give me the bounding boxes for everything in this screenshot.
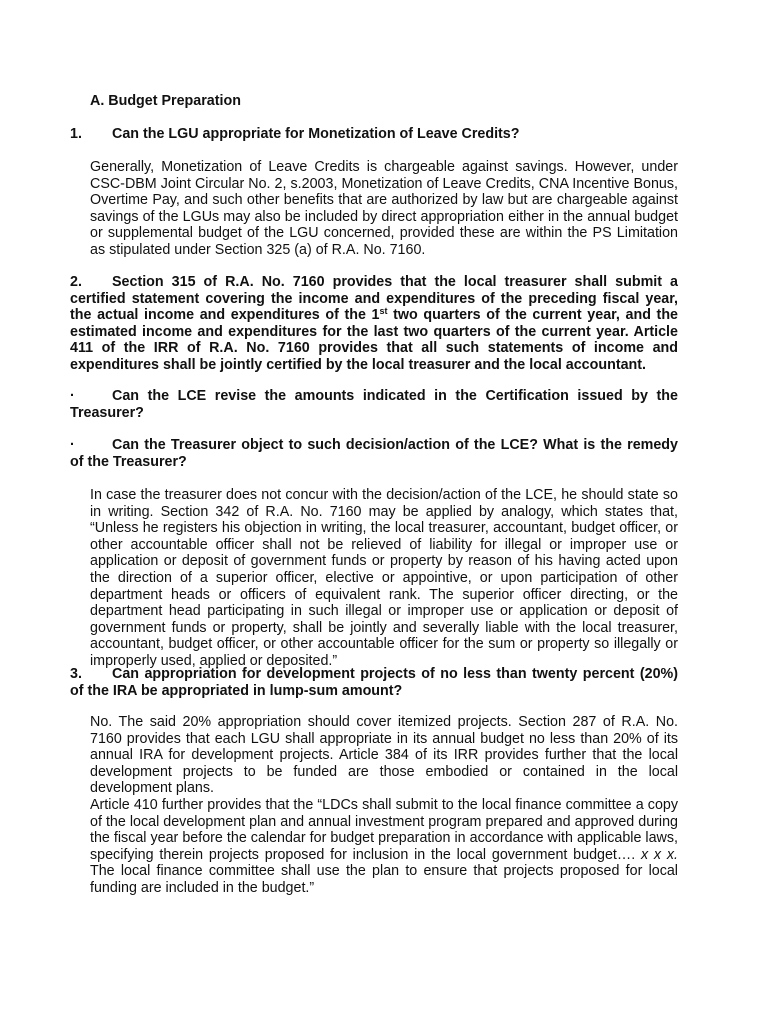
question-3-text: Can appropriation for development projects of no less than twenty percent (20%) of the IRA be appropriated in lump-sum amount?: [70, 666, 678, 699]
article-410-italic: x x x.: [640, 846, 678, 863]
answer-1-paragraph: Generally, Monetization of Leave Credits is chargeable against savings. However, under CSC-DBM Joint Circular No. 2, s.2003, Monetization of Leave Credits, CNA Incentive Bonus, Overtime Pay, and such other benefits that are authorized by law but are chargeable against savings of the LGUs may also be included by direct appropriation either in the annual budget or supplemental budget of the LGU concerned, provided these are within the PS Limitation as stipulated under Section 325 (a) of R.A. No. 7160.: [90, 159, 678, 258]
superscript-st: st: [379, 306, 388, 317]
bullet-question-1-text: Can the LCE revise the amounts indicated in the Certification issued by the Treasurer?: [70, 388, 678, 421]
answer-3-paragraph: No. The said 20% appropriation should cover itemized projects. Section 287 of R.A. No. 7160 provides that each LGU shall appropriate in its annual budget no less than 20% of its annual IRA for development projects. Article 384 of its IRR provides further that the local development projects to be funded are those embodied or contained in the local development plans.: [90, 714, 678, 797]
question-3-number: 3.: [70, 666, 82, 682]
article-410-paragraph: [90, 797, 678, 897]
bullet-question-1: [70, 388, 678, 421]
question-1-number: 1.: [70, 126, 82, 142]
question-2: [70, 274, 678, 374]
question-1-text: Can the LGU appropriate for Monetization of Leave Credits?: [112, 126, 520, 142]
question-2-number: 2.: [70, 274, 82, 290]
question-1: [70, 126, 678, 143]
article-410-text-b: The local finance committee shall use the plan to ensure that projects proposed for local funding are included in the budget.”: [90, 863, 678, 896]
question-2-text-b: two quarters of the current year, and the estimated income and expenditures for the last two quarters of the current year. Article 411 of the IRR of R.A. No. 7160 provides that all such statements of income and expenditures shall be jointly certified by the local treasurer and the local accountant.: [70, 307, 679, 373]
bullet-marker: ·: [70, 437, 75, 453]
bullet-question-2-text: Can the Treasurer object to such decision/action of the LCE? What is the remedy of the Treasurer?: [70, 437, 678, 470]
answer-2-paragraph: In case the treasurer does not concur with the decision/action of the LCE, he should state so in writing. Section 342 of R.A. No. 7160 may be applied by analogy, which states that, “Unless he registers his objection in writing, the local treasurer, accountant, budget officer, or other accountable officer shall not be relieved of liability for illegal or improper use or application or deposit of government funds or property by reason of his having acted upon the direction of a superior officer, elective or appointive, or upon participation of other department heads or officers of equivalent rank. The superior officer directing, or the department head participating in such illegal or improper use or application or deposit of government funds or property, shall be jointly and severally liable with the local treasurer, accountant, budget officer, or other accountable officer for the sum or property so illegally or improperly used, applied or deposited.”: [90, 487, 678, 669]
question-3: [70, 666, 678, 699]
article-410-text-a: Article 410 further provides that the “LDCs shall submit to the local finance committee a copy of the local development plan and annual investment program prepared and approved during the fiscal year before the calendar for budget preparation in accordance with applicable laws, specifying therein projects proposed for inclusion in the local government budget….: [90, 797, 678, 863]
question-2-text-a: Section 315 of R.A. No. 7160 provides that the local treasurer shall submit a certified statement covering the income and expenditures of the preceding fiscal year, the actual income and expenditures of the 1: [70, 274, 678, 324]
bullet-marker: ·: [70, 388, 75, 404]
bullet-question-2: [70, 437, 678, 470]
section-heading: A. Budget Preparation: [90, 93, 241, 109]
